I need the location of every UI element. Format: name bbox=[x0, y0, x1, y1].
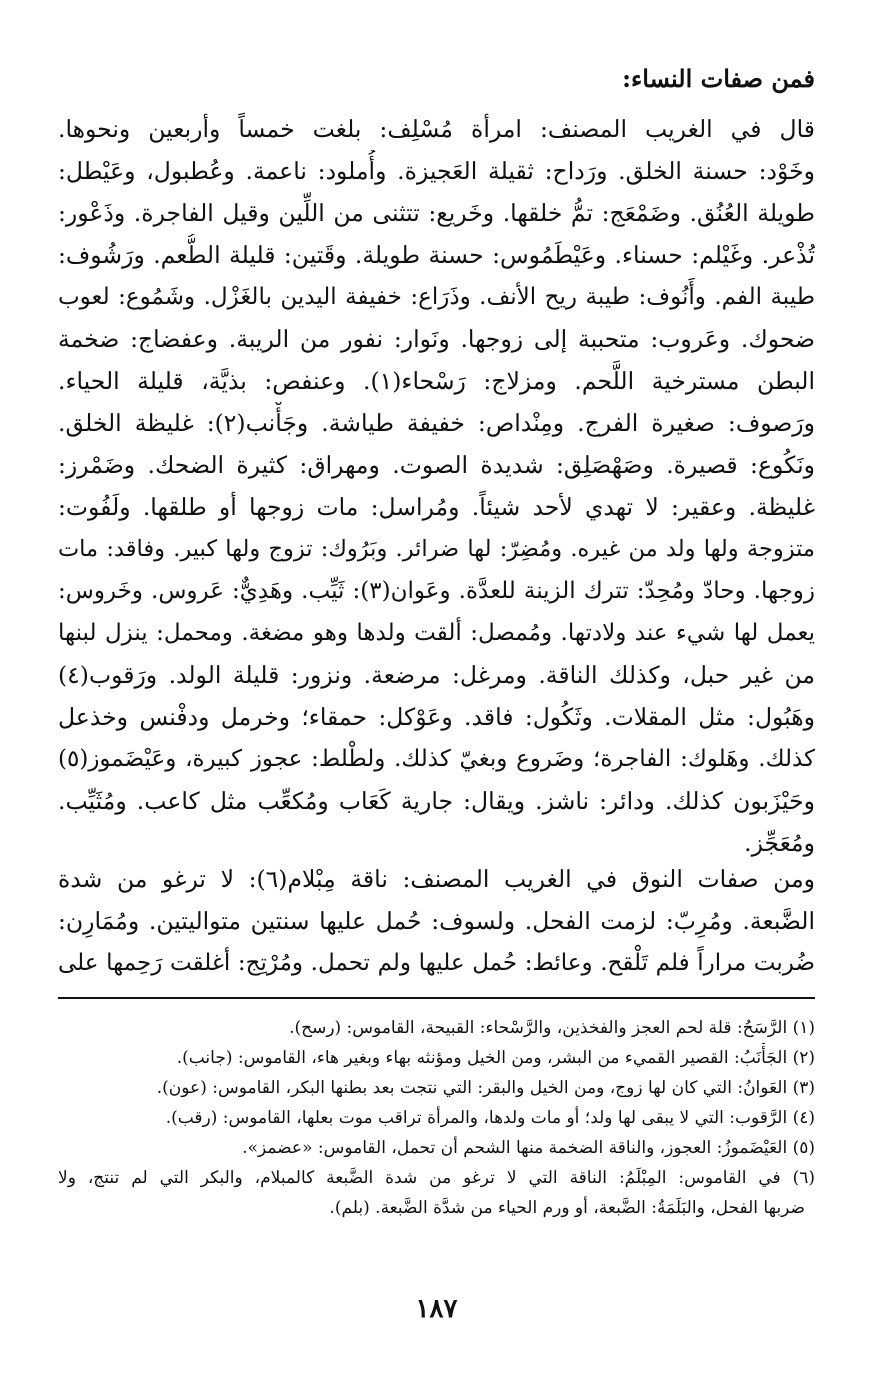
text-line: طيبة الفم. وأَنُوف: طيبة ريح الأنف. وذَرَاع: خفيفة اليدين بالغَزْل. وشَمُوع: لعوب bbox=[58, 284, 815, 310]
paragraph-women-attributes bbox=[58, 108, 815, 864]
text-line: الضَّبعة. ومُرِبّ: لزمت الفحل. ولسوف: حُمل عليها سنتين متواليتين. ومُمَارِن: bbox=[58, 907, 815, 935]
text-line: طويلة العُنُق. وضَمْعَج: تمُّ خلقها. وخَريع: تتثنى من اللِّين وقيل الفاجرة. وذَعْور: bbox=[58, 199, 815, 227]
footnote-6-continuation: ضربها الفحل، والبَلَمَةُ: الضَّبعة، أو ورم الحياء من شدَّة الضَّبعة. (بلم). bbox=[329, 1198, 805, 1218]
footnote-5: (٥) العَيْضَموزُ: العجوز، والناقة الضخمة منها الشحم أن تحمل، القاموس: «عضمز». bbox=[242, 1138, 815, 1158]
text-line: ومُعَجِّز. bbox=[744, 829, 815, 857]
footnote-2: (٢) الجَأْنَبُ: القصير القميء من البشر، ومن الخيل ومؤنثه بهاء وبغير هاء، القاموس: (جانب). bbox=[176, 1048, 815, 1068]
text-line: متزوجة ولها ولد من غيره. ومُضِرّ: لها ضرائر. وبَرُوك: تزوج ولها كبير. وفاقد: مات bbox=[58, 536, 815, 562]
text-line: من غير حبل، وكذلك الناقة. ومرغل: مرضعة. ونزور: قليلة الولد. ورَقوب(٤) bbox=[58, 661, 815, 689]
text-line: زوجها. وحادّ ومُحِدّ: تترك الزينة للعدَّة. وعَوان(٣): ثَيِّب. وهَدِيٌّ: عَروس. وخَروس: bbox=[58, 578, 815, 604]
text-line: قال في الغريب المصنف: امرأة مُسْلِف: بلغت خمساً وأربعين ونحوها. bbox=[58, 115, 815, 143]
footnote-3: (٣) العَوانُ: التي كان لها زوج، ومن الخيل والبقر: التي نتجت بعد بطنها البكر، القاموس: (عون). bbox=[156, 1078, 815, 1098]
text-line: ضحوك. وعَروب: متحببة إلى زوجها. ونَوار: نفور من الريبة. وعفضاج: ضخمة bbox=[58, 325, 815, 353]
text-line: البطن مسترخية اللَّحم. ومزلاج: رَسْحاء(١). وعنفص: بذيَّة، قليلة الحياء. bbox=[58, 367, 815, 395]
paragraph-camel-attributes bbox=[58, 858, 815, 984]
text-line: تُذْعر. وغَيْلم: حسناء. وعَيْطَمُوس: حسنة طويلة. وقَتين: قليلة الطُّعم. ورَشُوف: bbox=[58, 241, 815, 269]
text-line: وهَبُول: مثل المقلات. وثَكُول: فاقد. وعَوْكل: حمقاء؛ وخرمل ودفْنس وخذعل bbox=[58, 703, 815, 731]
footnote-4: (٤) الرَّقوب: التي لا يبقى لها ولد؛ أو مات ولدها، والمرأة تراقب موت بعلها، القاموس: (رقب). bbox=[165, 1108, 815, 1128]
text-line: ضُربت مراراً فلم تَلْقح. وعائط: حُمل عليها ولم تحمل. ومُرْتِج: أغلقت رَحِمها على bbox=[58, 950, 815, 976]
text-line: ومن صفات النوق في الغريب المصنف: ناقة مِبْلام(٦): لا ترغو من شدة bbox=[58, 865, 815, 893]
text-line: وخَوْد: حسنة الخلق. ورَداح: ثقيلة العَجيزة. وأُملود: ناعمة. وعُطبول، وعَيْطل: bbox=[58, 157, 815, 185]
text-line: ورَصوف: صغيرة الفرج. ومِنْداص: خفيفة طياشة. وجَأْنب(٢): غليظة الخلق. bbox=[58, 409, 815, 437]
footnote-1: (١) الرَّسَحُ: قلة لحم العجز والفخذين، والرَّسْحاء: القبيحة، القاموس: (رسح). bbox=[289, 1018, 815, 1038]
text-line: غليظة. وعقير: لا تهدي لأحد شيئاً. ومُراسل: مات زوجها أو طلقها. ولَفُوت: bbox=[58, 493, 815, 521]
footnotes bbox=[58, 1013, 815, 1223]
footnote-divider bbox=[58, 997, 815, 999]
text-line: ونَكُوع: قصيرة. وصَهْصَلِق: شديدة الصوت. ومهراق: كثيرة الضحك. وضَمْرز: bbox=[58, 451, 815, 479]
page-number: ١٨٧ bbox=[415, 1294, 458, 1324]
section-heading: فمن صفات النساء: bbox=[622, 64, 815, 93]
footnote-6: (٦) في القاموس: المِبْلَمُ: الناقة التي لا ترغو من شدة الضَّبعة كالمبلام، والبكر التي لم تنتج، ولا bbox=[58, 1168, 815, 1188]
text-line: وحَيْزَبون كذلك. ودائر: ناشز. ويقال: جارية كَعَاب ومُكعِّب مثل كاعب. ومُثَيِّب. bbox=[58, 787, 815, 815]
text-line: يعمل لها شيء عند ولادتها. ومُمصل: ألقت ولدها وهو مضغة. ومحمل: ينزل لبنها bbox=[58, 620, 815, 646]
text-line: كذلك. وهَلوك: الفاجرة؛ وضَروع وبغيّ كذلك. ولطْلط: عجوز كبيرة، وعَيْضَموز(٥) bbox=[58, 746, 815, 772]
